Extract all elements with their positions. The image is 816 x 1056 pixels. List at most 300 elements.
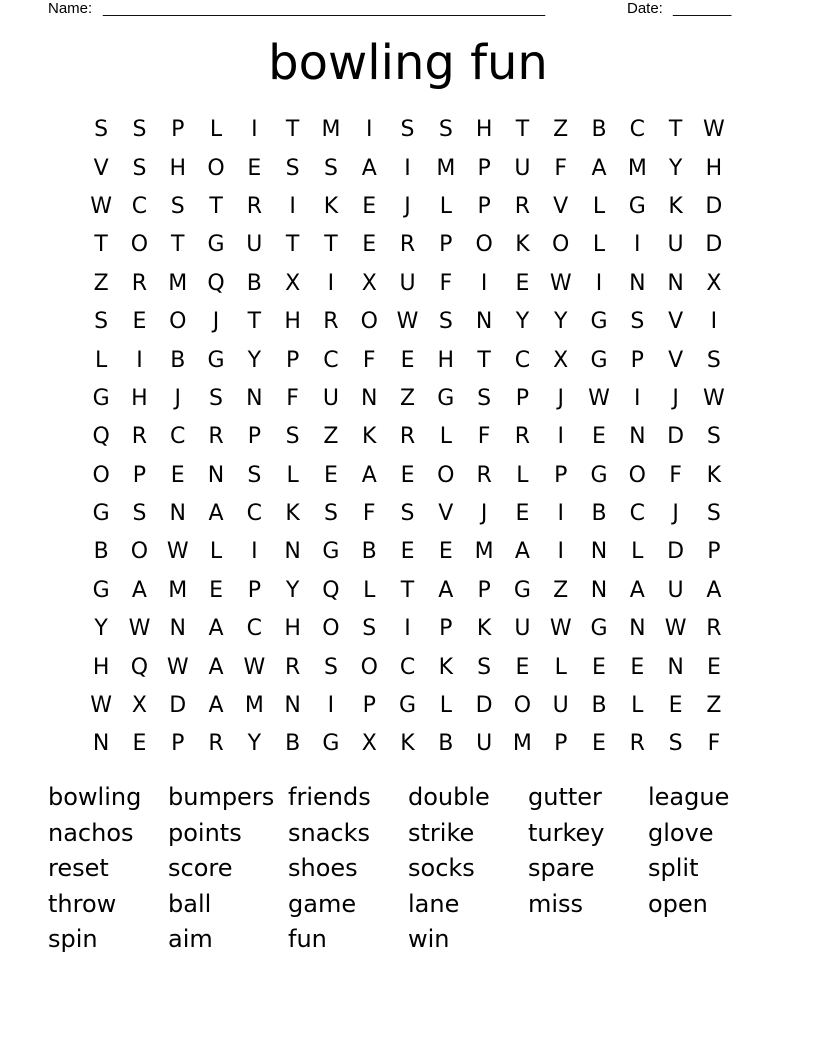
- grid-letter[interactable]: Q: [92, 424, 110, 450]
- grid-letter[interactable]: K: [668, 193, 683, 219]
- grid-letter[interactable]: Y: [247, 347, 262, 373]
- grid-letter[interactable]: O: [322, 616, 340, 642]
- grid-letter[interactable]: C: [514, 347, 531, 373]
- grid-letter[interactable]: K: [362, 424, 377, 450]
- grid-letter[interactable]: W: [549, 270, 572, 296]
- grid-letter[interactable]: C: [629, 117, 645, 143]
- grid-letter[interactable]: H: [131, 385, 148, 411]
- grid-letter[interactable]: A: [131, 577, 147, 603]
- grid-letter[interactable]: O: [513, 693, 532, 719]
- grid-letter[interactable]: C: [246, 616, 263, 642]
- grid-letter[interactable]: F: [362, 347, 376, 373]
- grid-letter[interactable]: G: [590, 347, 608, 373]
- grid-letter[interactable]: F: [362, 501, 376, 527]
- grid-letter[interactable]: W: [243, 654, 266, 680]
- grid-letter[interactable]: Q: [207, 270, 225, 296]
- grid-letter[interactable]: K: [515, 232, 530, 258]
- grid-letter[interactable]: D: [667, 424, 685, 450]
- grid-letter[interactable]: Y: [668, 155, 683, 181]
- grid-letter[interactable]: O: [130, 539, 149, 565]
- grid-letter[interactable]: M: [321, 117, 341, 143]
- grid-letter[interactable]: B: [285, 731, 301, 757]
- grid-letter[interactable]: W: [549, 616, 572, 642]
- grid-letter[interactable]: N: [169, 616, 186, 642]
- grid-letter[interactable]: E: [706, 654, 721, 680]
- grid-letter[interactable]: G: [590, 616, 608, 642]
- grid-letter[interactable]: B: [170, 347, 186, 373]
- grid-letter[interactable]: R: [131, 270, 148, 296]
- grid-letter[interactable]: F: [477, 424, 491, 450]
- grid-letter[interactable]: J: [557, 385, 564, 411]
- grid-letter[interactable]: S: [630, 309, 645, 335]
- grid-letter[interactable]: P: [554, 731, 568, 757]
- grid-letter[interactable]: P: [439, 232, 453, 258]
- word-bank-item: win: [408, 925, 450, 954]
- grid-letter[interactable]: V: [668, 347, 684, 373]
- grid-letter[interactable]: I: [480, 270, 488, 296]
- grid-letter[interactable]: C: [323, 347, 339, 373]
- grid-letter[interactable]: N: [629, 424, 646, 450]
- grid-letter[interactable]: R: [208, 424, 224, 450]
- grid-letter[interactable]: U: [514, 616, 531, 642]
- grid-letter[interactable]: H: [437, 347, 455, 373]
- grid-letter[interactable]: T: [477, 347, 491, 373]
- grid-letter[interactable]: W: [128, 616, 151, 642]
- grid-letter[interactable]: I: [404, 155, 411, 181]
- grid-letter[interactable]: T: [209, 193, 223, 219]
- grid-letter[interactable]: B: [93, 539, 109, 565]
- grid-letter[interactable]: I: [365, 117, 373, 143]
- grid-letter[interactable]: E: [362, 232, 377, 258]
- grid-letter[interactable]: E: [630, 654, 645, 680]
- grid-letter[interactable]: A: [208, 654, 224, 680]
- grid-letter[interactable]: O: [552, 232, 570, 258]
- grid-letter[interactable]: D: [169, 693, 187, 719]
- grid-letter[interactable]: S: [362, 616, 377, 642]
- grid-letter[interactable]: E: [209, 577, 223, 603]
- grid-letter[interactable]: H: [169, 155, 187, 181]
- grid-letter[interactable]: H: [92, 654, 110, 680]
- grid-letter[interactable]: Y: [247, 731, 262, 757]
- grid-letter[interactable]: L: [439, 424, 452, 450]
- grid-letter[interactable]: E: [323, 462, 338, 488]
- grid-letter[interactable]: A: [208, 501, 224, 527]
- grid-row: [82, 111, 734, 149]
- grid-row: [82, 725, 734, 763]
- grid-letter[interactable]: S: [132, 117, 147, 143]
- grid-letter[interactable]: W: [90, 693, 113, 719]
- grid-letter[interactable]: G: [628, 193, 646, 219]
- grid-letter[interactable]: P: [132, 462, 147, 488]
- grid-letter[interactable]: E: [132, 309, 147, 335]
- grid-letter[interactable]: I: [557, 501, 564, 527]
- grid-letter[interactable]: R: [629, 731, 645, 757]
- grid-letter[interactable]: I: [557, 539, 564, 565]
- grid-letter[interactable]: R: [323, 309, 339, 335]
- grid-letter[interactable]: E: [515, 654, 530, 680]
- grid-letter[interactable]: S: [477, 385, 492, 411]
- grid-letter[interactable]: B: [361, 539, 377, 565]
- grid-letter[interactable]: U: [322, 385, 339, 411]
- grid-letter[interactable]: D: [667, 539, 685, 565]
- grid-letter[interactable]: G: [322, 731, 340, 757]
- grid-letter[interactable]: Q: [322, 577, 340, 603]
- grid-letter[interactable]: N: [667, 654, 684, 680]
- grid-letter[interactable]: X: [131, 693, 147, 719]
- grid-letter[interactable]: P: [630, 347, 644, 373]
- grid-letter[interactable]: C: [170, 424, 186, 450]
- grid-letter[interactable]: S: [438, 117, 453, 143]
- grid-letter[interactable]: G: [437, 385, 455, 411]
- grid-letter[interactable]: G: [322, 539, 340, 565]
- grid-letter[interactable]: W: [166, 539, 189, 565]
- grid-letter[interactable]: S: [209, 385, 224, 411]
- grid-letter[interactable]: O: [360, 309, 378, 335]
- grid-letter[interactable]: L: [439, 193, 452, 219]
- grid-letter[interactable]: U: [476, 731, 493, 757]
- grid-letter[interactable]: E: [400, 462, 415, 488]
- grid-letter[interactable]: S: [132, 155, 147, 181]
- grid-letter[interactable]: O: [207, 155, 225, 181]
- grid-letter[interactable]: I: [289, 193, 296, 219]
- grid-letter[interactable]: K: [400, 731, 415, 757]
- grid-letter[interactable]: P: [707, 539, 721, 565]
- grid-letter[interactable]: F: [439, 270, 453, 296]
- word-bank-item: spin: [48, 925, 98, 954]
- grid-letter[interactable]: R: [514, 193, 531, 219]
- grid-letter[interactable]: C: [246, 501, 263, 527]
- grid-letter[interactable]: S: [94, 309, 109, 335]
- grid-letter[interactable]: B: [591, 501, 607, 527]
- grid-letter[interactable]: N: [207, 462, 225, 488]
- grid-letter[interactable]: W: [703, 385, 725, 411]
- grid-letter[interactable]: R: [284, 654, 301, 680]
- grid-letter[interactable]: T: [247, 309, 262, 335]
- grid-letter[interactable]: R: [514, 424, 531, 450]
- grid-letter[interactable]: S: [323, 501, 338, 527]
- grid-letter[interactable]: K: [285, 501, 300, 527]
- grid-letter[interactable]: T: [285, 232, 300, 258]
- grid-letter[interactable]: U: [246, 232, 263, 258]
- grid-letter[interactable]: I: [404, 616, 411, 642]
- grid-letter[interactable]: M: [512, 731, 532, 757]
- grid-letter[interactable]: V: [93, 155, 109, 181]
- grid-letter[interactable]: S: [400, 501, 415, 527]
- grid-letter[interactable]: E: [515, 501, 530, 527]
- grid-letter[interactable]: E: [592, 654, 606, 680]
- grid-letter[interactable]: M: [474, 539, 494, 565]
- grid-letter[interactable]: N: [284, 693, 301, 719]
- grid-letter[interactable]: X: [553, 347, 569, 373]
- date-label: Date:: [627, 0, 663, 17]
- grid-letter[interactable]: I: [634, 385, 641, 411]
- grid-letter[interactable]: O: [475, 232, 493, 258]
- grid-letter[interactable]: R: [246, 193, 262, 219]
- grid-letter[interactable]: G: [92, 385, 110, 411]
- grid-letter[interactable]: S: [323, 654, 338, 680]
- grid-letter[interactable]: J: [174, 385, 181, 411]
- grid-letter[interactable]: A: [208, 693, 224, 719]
- grid-letter[interactable]: P: [247, 424, 261, 450]
- grid-letter[interactable]: H: [284, 309, 301, 335]
- grid-letter[interactable]: B: [246, 270, 262, 296]
- grid-letter[interactable]: N: [667, 270, 684, 296]
- grid-letter[interactable]: D: [705, 193, 723, 219]
- grid-letter[interactable]: S: [285, 155, 300, 181]
- grid-letter[interactable]: O: [130, 232, 149, 258]
- grid-letter[interactable]: S: [323, 155, 338, 181]
- grid-letter[interactable]: S: [247, 462, 262, 488]
- grid-letter[interactable]: P: [285, 347, 300, 373]
- grid-letter[interactable]: E: [438, 539, 453, 565]
- grid-letter[interactable]: W: [396, 309, 419, 335]
- grid-letter[interactable]: T: [171, 232, 185, 258]
- grid-letter[interactable]: N: [169, 501, 186, 527]
- grid-letter[interactable]: I: [327, 270, 335, 296]
- grid-letter[interactable]: E: [247, 155, 262, 181]
- grid-letter[interactable]: S: [477, 654, 492, 680]
- grid-letter[interactable]: B: [591, 693, 607, 719]
- grid-letter[interactable]: P: [171, 731, 185, 757]
- word-search-grid: [82, 111, 734, 764]
- grid-letter[interactable]: F: [707, 731, 721, 757]
- grid-letter[interactable]: G: [590, 309, 608, 335]
- grid-letter[interactable]: B: [438, 731, 454, 757]
- grid-letter[interactable]: S: [706, 347, 721, 373]
- grid-letter[interactable]: E: [592, 731, 606, 757]
- grid-letter[interactable]: H: [705, 155, 723, 181]
- grid-letter[interactable]: U: [399, 270, 416, 296]
- grid-letter[interactable]: G: [92, 501, 110, 527]
- grid-letter[interactable]: L: [516, 462, 529, 488]
- grid-letter[interactable]: M: [168, 577, 188, 603]
- grid-letter[interactable]: Z: [553, 117, 569, 143]
- grid-letter[interactable]: O: [628, 462, 646, 488]
- grid-letter[interactable]: O: [360, 654, 378, 680]
- grid-letter[interactable]: N: [475, 309, 493, 335]
- grid-letter[interactable]: I: [136, 347, 143, 373]
- grid-letter[interactable]: T: [668, 117, 683, 143]
- grid-letter[interactable]: R: [131, 424, 148, 450]
- grid-letter[interactable]: J: [672, 501, 679, 527]
- grid-letter[interactable]: S: [438, 309, 453, 335]
- grid-letter[interactable]: N: [92, 731, 110, 757]
- grid-letter[interactable]: M: [627, 155, 647, 181]
- grid-letter[interactable]: A: [629, 577, 645, 603]
- grid-letter[interactable]: S: [285, 424, 300, 450]
- grid-letter[interactable]: A: [208, 616, 224, 642]
- grid-letter[interactable]: W: [703, 117, 725, 143]
- grid-letter[interactable]: K: [476, 616, 492, 642]
- grid-letter[interactable]: M: [168, 270, 188, 296]
- grid-letter[interactable]: P: [439, 616, 453, 642]
- grid-letter[interactable]: G: [590, 462, 608, 488]
- grid-letter[interactable]: N: [246, 385, 263, 411]
- grid-letter[interactable]: M: [436, 155, 456, 181]
- grid-letter[interactable]: E: [170, 462, 185, 488]
- grid-letter[interactable]: O: [437, 462, 455, 488]
- grid-letter[interactable]: P: [554, 462, 568, 488]
- grid-letter[interactable]: E: [132, 731, 147, 757]
- grid-letter[interactable]: L: [592, 232, 606, 258]
- grid-letter[interactable]: Y: [515, 309, 530, 335]
- grid-letter[interactable]: G: [513, 577, 531, 603]
- grid-letter[interactable]: W: [664, 616, 687, 642]
- grid-letter[interactable]: T: [94, 232, 108, 258]
- grid-letter[interactable]: E: [400, 539, 415, 565]
- grid-letter[interactable]: N: [629, 270, 646, 296]
- grid-letter[interactable]: D: [705, 232, 723, 258]
- grid-letter[interactable]: T: [324, 232, 338, 258]
- grid-letter[interactable]: S: [400, 117, 415, 143]
- grid-letter[interactable]: G: [207, 232, 225, 258]
- grid-letter[interactable]: W: [588, 385, 610, 411]
- grid-letter[interactable]: X: [361, 731, 377, 757]
- grid-letter[interactable]: X: [361, 270, 377, 296]
- word-bank-item: aim: [168, 925, 213, 954]
- grid-letter[interactable]: P: [477, 193, 491, 219]
- grid-letter[interactable]: V: [553, 193, 569, 219]
- grid-letter[interactable]: P: [515, 385, 530, 411]
- grid-letter[interactable]: F: [669, 462, 682, 488]
- grid-letter[interactable]: A: [361, 462, 377, 488]
- word-bank-item: snacks: [288, 818, 371, 847]
- grid-letter[interactable]: N: [590, 539, 608, 565]
- grid-letter[interactable]: I: [251, 117, 258, 143]
- grid-letter[interactable]: L: [363, 577, 376, 603]
- grid-letter[interactable]: L: [95, 347, 108, 373]
- grid-letter[interactable]: Q: [130, 654, 149, 680]
- grid-letter[interactable]: N: [590, 577, 608, 603]
- grid-letter[interactable]: S: [132, 501, 147, 527]
- grid-letter[interactable]: U: [552, 693, 569, 719]
- grid-letter[interactable]: H: [284, 616, 301, 642]
- grid-row: [82, 610, 734, 648]
- grid-letter[interactable]: Z: [553, 577, 569, 603]
- grid-letter[interactable]: G: [398, 693, 417, 719]
- grid-letter[interactable]: S: [170, 193, 185, 219]
- grid-letter[interactable]: S: [94, 117, 109, 143]
- grid-letter[interactable]: S: [668, 731, 683, 757]
- grid-letter[interactable]: I: [634, 232, 641, 258]
- grid-letter[interactable]: I: [251, 539, 258, 565]
- grid-letter[interactable]: J: [404, 193, 411, 219]
- grid-letter[interactable]: X: [706, 270, 722, 296]
- word-bank-item: league: [648, 783, 730, 811]
- grid-letter[interactable]: L: [631, 693, 644, 719]
- grid-letter[interactable]: V: [668, 309, 684, 335]
- grid-letter[interactable]: L: [439, 693, 452, 719]
- grid-letter[interactable]: Y: [553, 309, 568, 335]
- grid-letter[interactable]: I: [595, 270, 603, 296]
- grid-letter[interactable]: L: [631, 539, 644, 565]
- grid-letter[interactable]: N: [360, 385, 378, 411]
- grid-letter[interactable]: F: [286, 385, 299, 411]
- grid-letter[interactable]: H: [475, 117, 493, 143]
- grid-letter[interactable]: C: [399, 654, 416, 680]
- grid-letter[interactable]: W: [90, 193, 113, 219]
- grid-letter[interactable]: U: [667, 577, 684, 603]
- grid-letter[interactable]: Y: [94, 616, 108, 642]
- grid-letter[interactable]: J: [480, 501, 488, 527]
- grid-letter[interactable]: X: [285, 270, 301, 296]
- grid-letter[interactable]: P: [247, 577, 261, 603]
- grid-letter[interactable]: Z: [323, 424, 339, 450]
- grid-letter[interactable]: C: [629, 501, 645, 527]
- grid-letter[interactable]: R: [399, 232, 416, 258]
- grid-letter[interactable]: K: [438, 654, 454, 680]
- grid-letter[interactable]: A: [514, 539, 530, 565]
- grid-letter[interactable]: P: [171, 117, 185, 143]
- grid-letter[interactable]: K: [323, 193, 339, 219]
- grid-letter[interactable]: E: [400, 347, 415, 373]
- grid-letter[interactable]: J: [212, 309, 220, 335]
- grid-letter[interactable]: G: [92, 577, 110, 603]
- grid-letter[interactable]: C: [131, 193, 148, 219]
- grid-letter[interactable]: A: [438, 577, 454, 603]
- grid-letter[interactable]: N: [284, 539, 301, 565]
- grid-letter[interactable]: U: [667, 232, 684, 258]
- grid-letter[interactable]: R: [208, 731, 224, 757]
- grid-letter[interactable]: U: [514, 155, 531, 181]
- grid-letter[interactable]: R: [706, 616, 722, 642]
- grid-letter[interactable]: A: [591, 155, 607, 181]
- grid-letter[interactable]: M: [244, 693, 264, 719]
- grid-letter[interactable]: I: [327, 693, 335, 719]
- grid-letter[interactable]: R: [476, 462, 492, 488]
- grid-letter[interactable]: Y: [285, 577, 300, 603]
- grid-letter[interactable]: E: [362, 193, 377, 219]
- grid-letter[interactable]: Z: [706, 693, 722, 719]
- grid-letter[interactable]: P: [477, 155, 491, 181]
- grid-letter[interactable]: B: [591, 117, 607, 143]
- grid-letter[interactable]: L: [209, 117, 223, 143]
- grid-letter[interactable]: E: [668, 693, 683, 719]
- grid-letter[interactable]: K: [706, 462, 722, 488]
- grid-letter[interactable]: T: [515, 117, 530, 143]
- grid-letter[interactable]: S: [706, 501, 721, 527]
- grid-letter[interactable]: E: [515, 270, 530, 296]
- grid-letter[interactable]: L: [286, 462, 299, 488]
- grid-letter[interactable]: T: [400, 577, 415, 603]
- grid-letter[interactable]: D: [475, 693, 493, 719]
- grid-letter[interactable]: S: [706, 424, 721, 450]
- grid-letter[interactable]: Z: [93, 270, 109, 296]
- grid-letter[interactable]: F: [554, 155, 568, 181]
- grid-letter[interactable]: I: [710, 309, 718, 335]
- grid-letter[interactable]: A: [706, 577, 722, 603]
- grid-letter[interactable]: T: [285, 117, 300, 143]
- grid-letter[interactable]: N: [629, 616, 646, 642]
- grid-letter[interactable]: J: [672, 385, 679, 411]
- grid-letter[interactable]: W: [166, 654, 189, 680]
- grid-letter[interactable]: O: [92, 462, 110, 488]
- grid-letter[interactable]: L: [554, 654, 567, 680]
- grid-letter[interactable]: P: [362, 693, 376, 719]
- grid-letter[interactable]: L: [592, 193, 606, 219]
- grid-letter[interactable]: E: [592, 424, 606, 450]
- grid-letter[interactable]: P: [477, 577, 491, 603]
- grid-letter[interactable]: G: [207, 347, 225, 373]
- grid-letter[interactable]: A: [361, 155, 377, 181]
- grid-letter[interactable]: Z: [399, 385, 416, 411]
- grid-letter[interactable]: R: [399, 424, 416, 450]
- worksheet-header: [48, 0, 748, 20]
- grid-letter[interactable]: L: [209, 539, 223, 565]
- grid-letter[interactable]: V: [438, 501, 454, 527]
- grid-letter[interactable]: I: [557, 424, 564, 450]
- grid-letter[interactable]: O: [169, 309, 187, 335]
